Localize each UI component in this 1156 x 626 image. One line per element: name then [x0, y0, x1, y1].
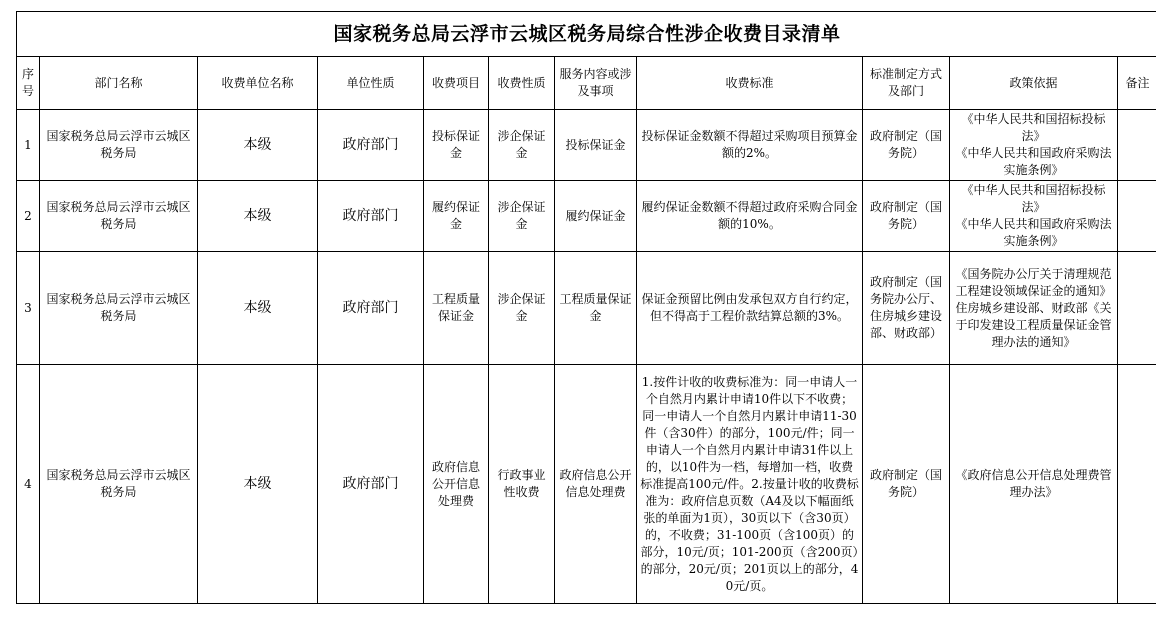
- table-row: [17, 181, 1156, 252]
- table-row: [17, 110, 1156, 181]
- header-item: 收费项目: [424, 57, 489, 110]
- table-row: [17, 365, 1156, 604]
- cell-fee-type: 涉企保证金: [489, 252, 555, 365]
- cell-nature: 政府部门: [318, 252, 424, 365]
- header-standard: 收费标准: [637, 57, 863, 110]
- cell-standard: 保证金预留比例由发承包双方自行约定，但不得高于工程价款结算总额的3%。: [637, 252, 863, 365]
- cell-standard: 1.按件计收的收费标准为：同一申请人一个自然月内累计申请10件以下不收费；同一申请人一个自然月内累计申请11-30件（含30件）的部分，100元/件；同一申请人一个自然月内累计申请31件以上的，以10件为一档，每增加一档，收费标准提高100元/件。2.按量计收的收费标准为：政府信息页数（A4及以下幅面纸张的单面为1页），30页以下（含30页）的，不收费；31-100页（含100页）的部分，10元/页；101-200页（含200页）的部分，20元/页；201页以上的部分，40元/页。: [637, 365, 863, 604]
- cell-remark: [1118, 110, 1156, 181]
- header-seq: 序号: [17, 57, 40, 110]
- header-unit: 收费单位名称: [198, 57, 318, 110]
- table-row: [17, 252, 1156, 365]
- cell-dept: 国家税务总局云浮市云城区税务局: [40, 365, 198, 604]
- cell-nature: 政府部门: [318, 365, 424, 604]
- cell-maker: 政府制定（国务院）: [863, 365, 950, 604]
- cell-seq: 1: [17, 110, 40, 181]
- cell-maker: 政府制定（国务院）: [863, 110, 950, 181]
- cell-item: 政府信息公开信息处理费: [424, 365, 489, 604]
- policy-line: 《中华人民共和国政府采购法实施条例》: [955, 146, 1112, 177]
- header-service: 服务内容或涉及事项: [555, 57, 637, 110]
- cell-policy: [950, 110, 1118, 181]
- cell-remark: [1118, 365, 1156, 604]
- cell-dept: 国家税务总局云浮市云城区税务局: [40, 181, 198, 252]
- cell-dept: 国家税务总局云浮市云城区税务局: [40, 252, 198, 365]
- header-remark: 备注: [1118, 57, 1156, 110]
- cell-service: 履约保证金: [555, 181, 637, 252]
- header-dept: 部门名称: [40, 57, 198, 110]
- cell-maker: 政府制定（国务院办公厅、住房城乡建设部、财政部）: [863, 252, 950, 365]
- cell-fee-type: 涉企保证金: [489, 181, 555, 252]
- cell-remark: [1118, 252, 1156, 365]
- cell-unit: 本级: [198, 181, 318, 252]
- header-policy: 政策依据: [950, 57, 1118, 110]
- policy-line: 《中华人民共和国招标投标法》: [961, 112, 1106, 143]
- cell-nature: 政府部门: [318, 181, 424, 252]
- cell-fee-type: 行政事业性收费: [489, 365, 555, 604]
- cell-standard: 投标保证金数额不得超过采购项目预算金额的2%。: [637, 110, 863, 181]
- cell-policy: [950, 365, 1118, 604]
- cell-maker: 政府制定（国务院）: [863, 181, 950, 252]
- cell-dept: 国家税务总局云浮市云城区税务局: [40, 110, 198, 181]
- cell-seq: 4: [17, 365, 40, 604]
- policy-line: 《政府信息公开信息处理费管理办法》: [955, 468, 1112, 499]
- cell-service: 政府信息公开信息处理费: [555, 365, 637, 604]
- cell-standard: 履约保证金数额不得超过政府采购合同金额的10%。: [637, 181, 863, 252]
- policy-line: 《中华人民共和国招标投标法》: [961, 183, 1106, 214]
- cell-unit: 本级: [198, 365, 318, 604]
- header-fee-type: 收费性质: [489, 57, 555, 110]
- policy-line: 《中华人民共和国政府采购法实施条例》: [955, 217, 1112, 248]
- cell-policy: [950, 252, 1118, 365]
- cell-service: 投标保证金: [555, 110, 637, 181]
- cell-fee-type: 涉企保证金: [489, 110, 555, 181]
- cell-unit: 本级: [198, 252, 318, 365]
- policy-line: 住房城乡建设部、财政部《关于印发建设工程质量保证金管理办法的通知》: [955, 300, 1112, 349]
- cell-unit: 本级: [198, 110, 318, 181]
- policy-line: 《国务院办公厅关于清理规范工程建设领域保证金的通知》: [955, 266, 1112, 298]
- cell-item: 投标保证金: [424, 110, 489, 181]
- cell-remark: [1118, 181, 1156, 252]
- cell-item: 工程质量保证金: [424, 252, 489, 365]
- cell-nature: 政府部门: [318, 110, 424, 181]
- header-nature: 单位性质: [318, 57, 424, 110]
- cell-seq: 2: [17, 181, 40, 252]
- cell-service: 工程质量保证金: [555, 252, 637, 365]
- header-row: [17, 57, 1156, 110]
- header-maker: 标准制定方式及部门: [863, 57, 950, 110]
- cell-item: 履约保证金: [424, 181, 489, 252]
- fee-catalog-table: [16, 11, 1156, 604]
- cell-policy: [950, 181, 1118, 252]
- page-title: 国家税务总局云浮市云城区税务局综合性涉企收费目录清单: [17, 12, 1156, 57]
- cell-seq: 3: [17, 252, 40, 365]
